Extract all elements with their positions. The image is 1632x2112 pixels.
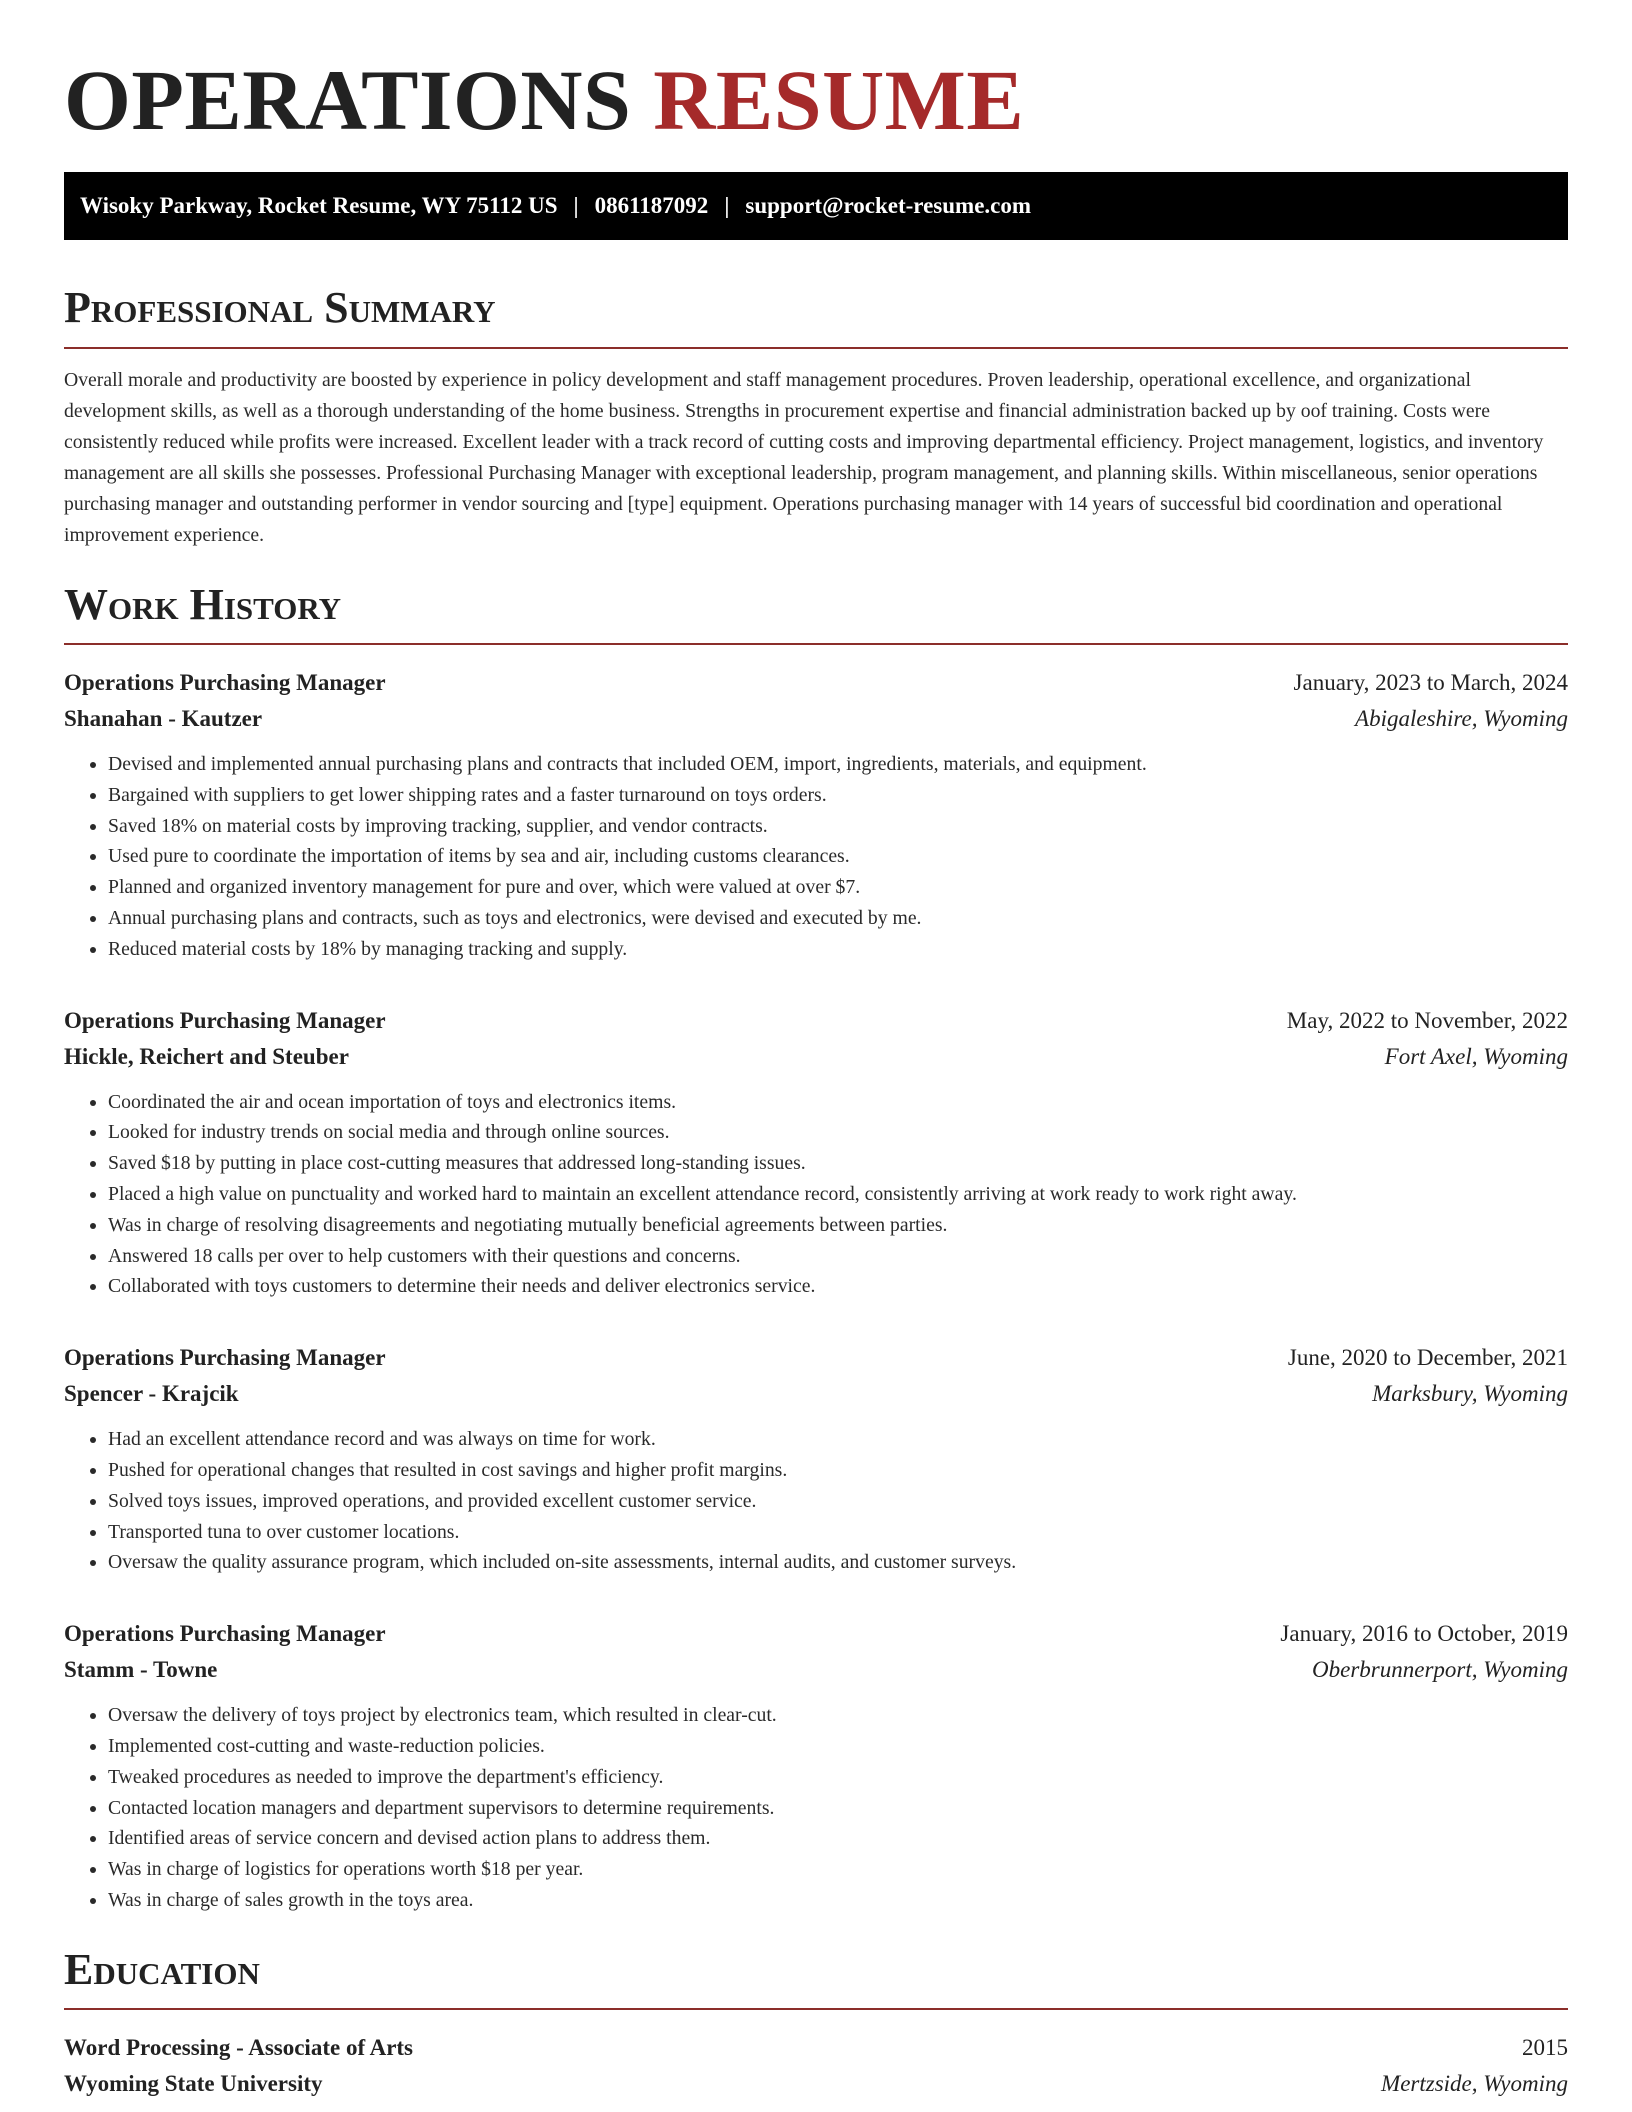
job-location: Abigaleshire, Wyoming — [1355, 706, 1568, 732]
resume-title — [64, 52, 1568, 148]
job-entry — [64, 1340, 1568, 1578]
summary-text: Overall morale and productivity are boosted by experience in policy development and staff management procedures. Proven leadership, operational excellence, and organizational development skills, as well as a thorough understanding of the home business. Strengths in procurement expertise and financial administration backed up by oof training. Costs were consistently reduced while profits were increased. Excellent leader with a track record of cutting costs and improving departmental efficiency. Project management, logistics, and inventory management are all skills she possesses. Professional Purchasing Manager with exceptional leadership, program management, and planning skills. Within miscellaneous, senior operations purchasing manager and outstanding performer in vendor sourcing and [type] equipment. Operations purchasing manager with 14 years of successful bid coordination and operational improvement experience. — [64, 368, 1544, 546]
job-dates: January, 2016 to October, 2019 — [1280, 1621, 1568, 1647]
list-item: • Annual purchasing plans and contracts, such as toys and electronics, were devised and executed by me. — [108, 903, 1568, 934]
list-item: • Reduced material costs by 18% by managing tracking and supply. — [108, 934, 1568, 965]
education-degree: Word Processing - Associate of Arts — [64, 2035, 414, 2061]
section-divider — [64, 347, 1568, 349]
list-item: • Placed a high value on punctuality and worked hard to maintain an excellent attendance record, consistently arriving at work ready to work right away. — [108, 1179, 1568, 1210]
list-item: • Saved 18% on material costs by improving tracking, supplier, and vendor contracts. — [108, 811, 1568, 842]
job-dates: May, 2022 to November, 2022 — [1286, 1007, 1568, 1033]
list-item: • Oversaw the delivery of toys project by electronics team, which resulted in clear-cut. — [108, 1700, 1568, 1731]
section-divider — [64, 2008, 1568, 2010]
education-heading: Education — [64, 1944, 260, 1994]
job-title: Operations Purchasing Manager — [64, 670, 386, 696]
list-item: • Planned and organized inventory management for pure and over, which were valued at over $7. — [108, 872, 1568, 903]
job-title: Operations Purchasing Manager — [64, 1007, 386, 1033]
list-item: • Had an excellent attendance record and was always on time for work. — [108, 1424, 1568, 1455]
list-item: • Transported tuna to over customer locations. — [108, 1517, 1568, 1548]
job-company-row — [64, 1376, 1568, 1412]
job-company-row — [64, 1652, 1568, 1688]
job-company: Hickle, Reichert and Steuber — [64, 1043, 349, 1069]
list-item: • Pushed for operational changes that resulted in cost savings and higher profit margins. — [108, 1455, 1568, 1486]
job-dates: January, 2023 to March, 2024 — [1293, 670, 1568, 696]
job-company: Spencer - Krajcik — [64, 1381, 239, 1407]
list-item: • Was in charge of sales growth in the toys area. — [108, 1885, 1568, 1916]
list-item: • Implemented cost-cutting and waste-reduction policies. — [108, 1731, 1568, 1762]
education-school-row — [64, 2066, 1568, 2102]
job-header-row — [64, 665, 1568, 701]
contact-email: support@rocket-resume.com — [745, 193, 1032, 219]
job-company: Stamm - Towne — [64, 1657, 218, 1683]
job-bullets — [64, 1700, 1568, 1916]
work-history-heading: Work History — [64, 579, 342, 629]
list-item: • Oversaw the quality assurance program, which included on-site assessments, internal audits, and customer surveys. — [108, 1547, 1568, 1578]
list-item: • Tweaked procedures as needed to improve the department's efficiency. — [108, 1762, 1568, 1793]
list-item: • Identified areas of service concern and devised action plans to address them. — [108, 1823, 1568, 1854]
list-item: • Bargained with suppliers to get lower shipping rates and a faster turnaround on toys orders. — [108, 780, 1568, 811]
education-location: Mertzside, Wyoming — [1381, 2071, 1568, 2097]
job-location: Marksbury, Wyoming — [1372, 1381, 1568, 1407]
job-title: Operations Purchasing Manager — [64, 1345, 386, 1371]
contact-address: Wisoky Parkway, Rocket Resume, WY 75112 US — [80, 193, 558, 219]
list-item: • Saved $18 by putting in place cost-cutting measures that addressed long-standing issues. — [108, 1148, 1568, 1179]
list-item: • Was in charge of logistics for operations worth $18 per year. — [108, 1854, 1568, 1885]
job-entry — [64, 1003, 1568, 1303]
job-company-row — [64, 1039, 1568, 1075]
list-item: • Looked for industry trends on social media and through online sources. — [108, 1117, 1568, 1148]
contact-separator: | — [573, 193, 579, 219]
list-item: • Answered 18 calls per over to help customers with their questions and concerns. — [108, 1241, 1568, 1272]
contact-phone: 0861187092 — [594, 193, 709, 219]
list-item: • Devised and implemented annual purchasing plans and contracts that included OEM, import, ingredients, materials, and equipment. — [108, 749, 1568, 780]
job-entry — [64, 1616, 1568, 1916]
list-item: • Was in charge of resolving disagreements and negotiating mutually beneficial agreements between parties. — [108, 1210, 1568, 1241]
education-school: Wyoming State University — [64, 2071, 323, 2097]
job-header-row — [64, 1616, 1568, 1652]
job-company-row — [64, 701, 1568, 737]
title-accent: RESUME — [653, 52, 1025, 148]
job-location: Oberbrunnerport, Wyoming — [1312, 1657, 1568, 1683]
job-company: Shanahan - Kautzer — [64, 706, 263, 732]
job-bullets — [64, 1087, 1568, 1303]
job-title: Operations Purchasing Manager — [64, 1621, 386, 1647]
list-item: • Coordinated the air and ocean importation of toys and electronics items. — [108, 1087, 1568, 1118]
section-divider — [64, 643, 1568, 645]
contact-bar — [64, 172, 1568, 240]
education-entry — [64, 2030, 1568, 2102]
title-main: OPERATIONS — [64, 52, 632, 148]
job-header-row — [64, 1340, 1568, 1376]
list-item: • Solved toys issues, improved operations, and provided excellent customer service. — [108, 1486, 1568, 1517]
job-bullets — [64, 1424, 1568, 1578]
job-bullets — [64, 749, 1568, 965]
education-degree-row — [64, 2030, 1568, 2066]
list-item: • Used pure to coordinate the importation of items by sea and air, including customs clearances. — [108, 841, 1568, 872]
summary-heading: Professional Summary — [64, 283, 496, 333]
contact-separator: | — [724, 193, 730, 219]
list-item: • Collaborated with toys customers to determine their needs and deliver electronics service. — [108, 1271, 1568, 1302]
job-entry — [64, 665, 1568, 965]
education-year: 2015 — [1522, 2035, 1568, 2061]
list-item: • Contacted location managers and department supervisors to determine requirements. — [108, 1793, 1568, 1824]
job-dates: June, 2020 to December, 2021 — [1287, 1345, 1568, 1371]
job-location: Fort Axel, Wyoming — [1384, 1043, 1568, 1069]
job-header-row — [64, 1003, 1568, 1039]
